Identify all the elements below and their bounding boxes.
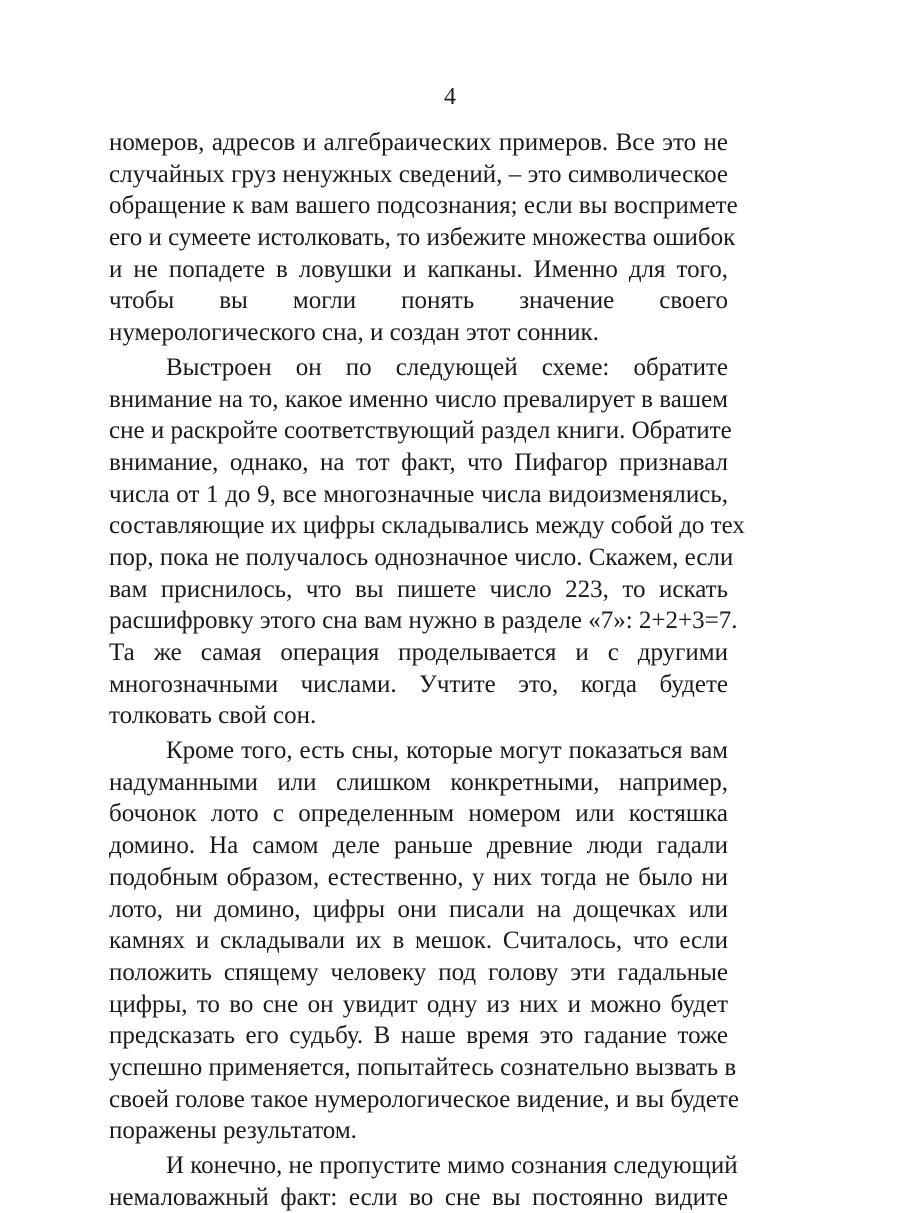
text-line: нумерологического сна, и создан этот сонник.: [109, 319, 599, 347]
text-line: Выстроен он по следующей схеме: обратите: [166, 353, 728, 381]
text-line: внимание, однако, на тот факт, что Пифагор признавал: [109, 448, 728, 476]
text-line: вам приснилось, что вы пишете число 223, то искать: [109, 575, 728, 603]
text-line: чтобы вы могли понять значение своего: [109, 287, 728, 315]
text-line: и не попадете в ловушки и капканы. Именно для того,: [109, 255, 728, 283]
paragraph: [109, 127, 738, 349]
text-line: Та же самая операция проделывается и с другими: [109, 639, 728, 666]
text-line: Кроме того, есть сны, которые могут показаться вам: [166, 737, 728, 765]
text-line: цифры, то во сне он увидит одну из них и можно будет: [109, 990, 728, 1018]
text-line: лото, ни домино, цифры они писали на дощечках или: [109, 895, 728, 923]
text-line: подобным образом, естественно, у них тогда не было ни: [109, 863, 728, 891]
text-line: номеров, адресов и алгебраических примеров. Все это не: [109, 129, 728, 156]
text-line: положить спящему человеку под голову эти гадальные: [109, 958, 728, 986]
text-line: бочонок лото с определенным номером или костяшка: [109, 800, 728, 828]
text-line: внимание на то, какое именно число превалирует в вашем: [109, 385, 728, 413]
paragraph: [109, 735, 739, 1147]
text-line: поражены результатом.: [109, 1117, 357, 1145]
text-line: И конечно, не пропустите мимо сознания следующий: [166, 1152, 738, 1179]
text-line: немаловажный факт: если во сне вы постоянно видите: [109, 1183, 728, 1211]
body-text: [109, 127, 745, 1213]
paragraph: [109, 1150, 738, 1213]
text-line: пор, пока не получалось однозначное число. Скажем, если: [109, 543, 734, 571]
text-line: толковать свой сон.: [109, 702, 317, 730]
text-line: случайных груз ненужных сведений, – это символическое: [109, 160, 728, 188]
text-line: надуманными или слишком конкретными, например,: [109, 768, 728, 796]
text-line: расшифровку этого сна вам нужно в разделе «7»: 2+2+3=7.: [109, 607, 738, 635]
text-line: его и сумеете истолковать, то избежите множества ошибок: [109, 224, 736, 252]
text-line: многозначными числами. Учтите это, когда будете: [109, 670, 728, 698]
text-line: своей голове такое нумерологическое видение, и вы будете: [109, 1085, 739, 1113]
text-line: числа от 1 до 9, все многозначные числа видоизменялись,: [109, 480, 728, 508]
text-line: камнях и складывали их в мешок. Считалось, что если: [109, 927, 728, 955]
text-line: успешно применяется, попытайтесь сознательно вызвать в: [109, 1053, 737, 1081]
text-line: сне и раскройте соответствующий раздел книги. Обратите: [109, 417, 732, 445]
text-line: предсказать его судьбу. В наше время это гадание тоже: [109, 1022, 728, 1050]
page-number: 4: [444, 84, 456, 110]
text-line: домино. На самом деле раньше древние люди гадали: [109, 832, 728, 860]
text-line: обращение к вам вашего подсознания; если вы воспримете: [109, 192, 738, 220]
paragraph: [109, 352, 745, 732]
text-line: составляющие их цифры складывались между собой до тех: [109, 512, 745, 540]
